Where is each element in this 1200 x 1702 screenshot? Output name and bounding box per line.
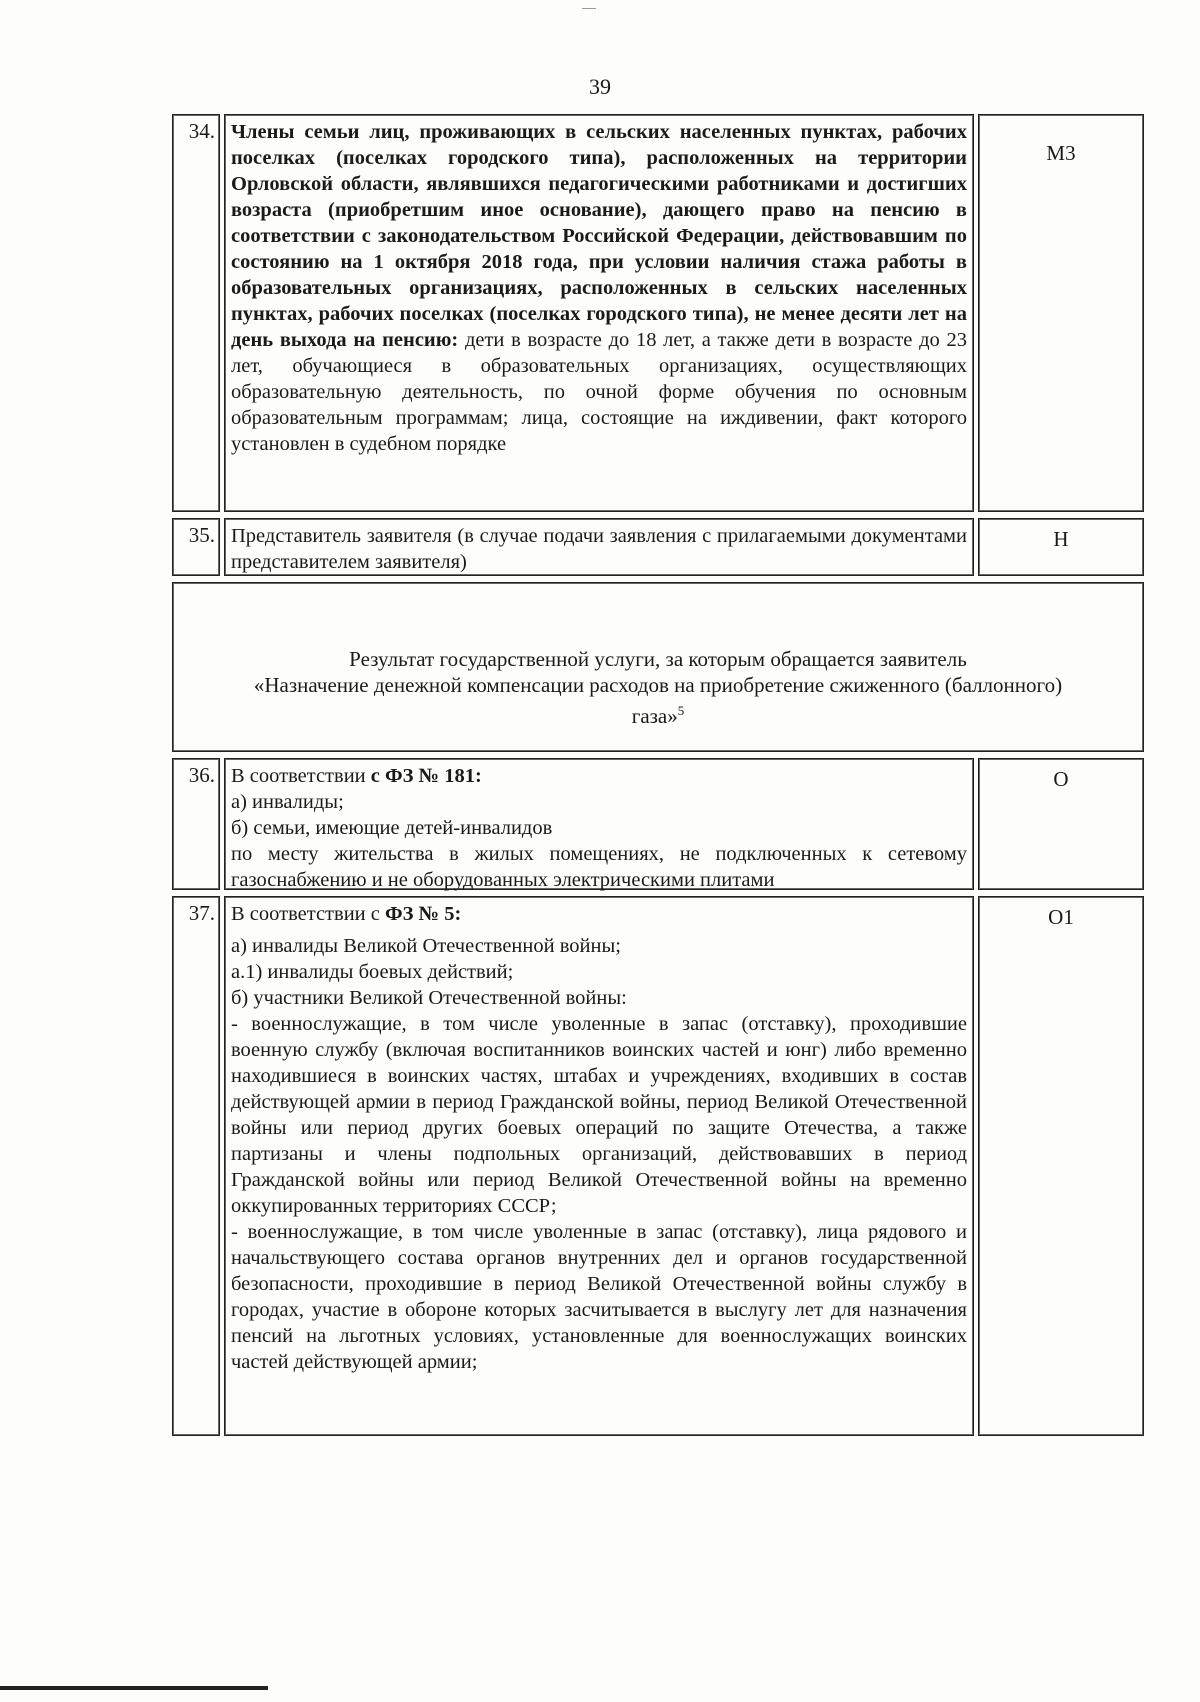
row-number: 37. [172,896,220,1436]
list-item: б) семьи, имеющие детей-инвалидов [231,817,553,839]
paragraph: - военнослужащие, в том числе уволенные в запас (отставку), лица рядового и начальствующего состава органов внутренних дел и органов государственной безопасности, проходившие в период Великой Отечественной войны службу в городах, участие в обороне которых засчитывается в выслугу лет для назначения пенсий на льготных условиях, установленные для военнослужащих воинских частей действующей армии; [231,1221,967,1373]
row-number: 35. [172,518,220,576]
table-row [172,896,1144,1436]
row-lead-bold: с ФЗ № 181: [370,765,482,787]
row-code: М3 [978,114,1144,512]
page-number: 39 [589,74,611,99]
table-row [172,114,1144,512]
list-item: б) участники Великой Отечественной войны: [231,987,627,1009]
table-row [172,518,1144,576]
row-lead: В соответствии [231,765,371,787]
list-item: а) инвалиды Великой Отечественной войны; [231,935,621,957]
row-description [224,896,974,1436]
list-item: а.1) инвалиды боевых действий; [231,961,514,983]
row-tail: по месту жительства в жилых помещениях, не подключенных к сетевому газоснабжению и не оборудованных электрическими плитами [231,843,967,891]
section-header [172,582,1144,752]
table-row [172,758,1144,890]
footnote-marker: 5 [677,702,685,718]
row-description-bold: Члены семьи лиц, проживающих в сельских населенных пунктах, рабочих поселках (поселках городского типа), расположенных на территории Орловской области, являвшихся педагогическими работниками и достигших возраста (приобретшим иное основание), дающего право на пенсию в соответствии с законодательством Российской Федерации, действовавшим по состоянию на 1 октября 2018 года, при условии наличия стажа работы в образовательных организациях, расположенных в сельских населенных пунктах, рабочих поселках (поселках городского типа), не менее десяти лет на день выхода на пенсию: [231,121,967,351]
row-description: Представитель заявителя (в случае подачи заявления с прилагаемыми документами представителем заявителя) [224,518,974,576]
row-description [224,758,974,890]
row-lead: В соответствии с [231,903,385,925]
row-description-normal: дети в возрасте до 18 лет, а также дети в возрасте до 23 лет, обучающиеся в образовательных организациях, осуществляющих образовательную деятельность, по очной форме обучения по основным образовательным программам; лица, состоящие на иждивении, факт которого установлен в судебном порядке [231,329,967,455]
scan-edge-bar [0,1686,268,1690]
scan-mark [582,8,596,9]
paragraph: - военнослужащие, в том числе уволенные в запас (отставку), проходившие военную службу (включая воспитанников воинских частей и юнг) либо временно находившиеся в воинских частях, штабах и учреждениях, входивших в состав действующей армии в период Гражданской войны, период Великой Отечественной войны или период других боевых операций по защите Отечества, а также партизаны и члены подпольных организаций, действовавших в период Гражданской войны или период Великой Отечественной войны на временно оккупированных территориях СССР; [231,1013,967,1217]
row-lead-bold: ФЗ № 5: [384,903,462,925]
section-line-3-wrap [254,698,1062,729]
row-code: О1 [978,896,1144,1436]
list-item: а) инвалиды; [231,791,344,813]
row-code: О [978,758,1144,890]
section-line-3: газа» [631,703,678,728]
section-line-2: «Назначение денежной компенсации расходов на приобретение сжиженного (баллонного) [253,672,1063,697]
row-code: Н [978,518,1144,576]
row-number: 36. [172,758,220,890]
row-description [224,114,974,512]
section-line-1: Результат государственной услуги, за которым обращается заявитель [349,646,967,671]
document-table [172,114,1144,1442]
row-number: 34. [172,114,220,512]
